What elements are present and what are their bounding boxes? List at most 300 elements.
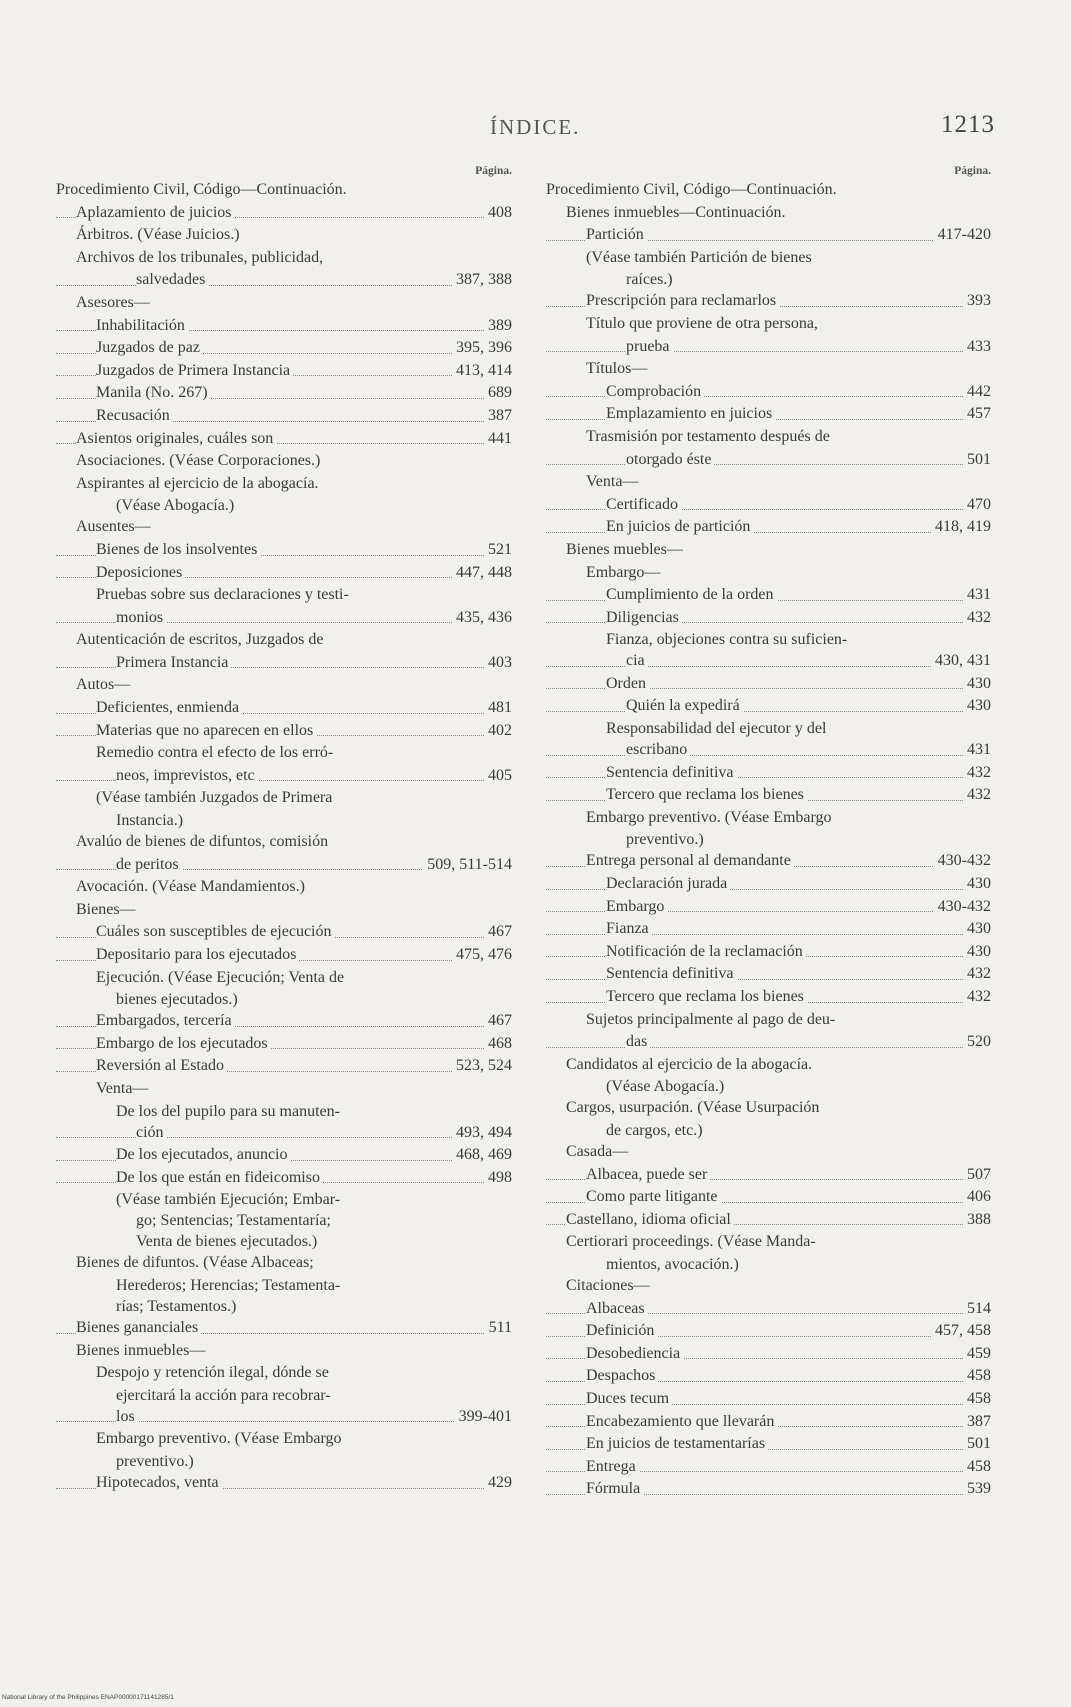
- index-entry: [56, 539, 512, 562]
- entry-page-ref: 433: [963, 336, 991, 359]
- entry-text: (Véase también Juzgados de Primera: [96, 789, 335, 806]
- index-entry: [546, 1120, 991, 1141]
- entry-page-ref: 432: [963, 963, 991, 986]
- index-entry: [56, 674, 512, 697]
- index-entry: [56, 1472, 512, 1495]
- entry-text: Títulos—: [586, 360, 650, 377]
- entry-text: Venta—: [586, 473, 641, 490]
- entry-page-ref: 406: [963, 1186, 991, 1209]
- entry-text: Albaceas: [586, 1300, 648, 1317]
- entry-text: Aplazamiento de juicios: [76, 204, 235, 221]
- entry-page-ref: 441: [484, 428, 512, 451]
- index-entry: [546, 1365, 991, 1388]
- index-entry: [546, 1031, 991, 1054]
- index-entry: [546, 539, 991, 562]
- index-entry: [56, 1033, 512, 1056]
- index-entry: [546, 873, 991, 896]
- entry-text: neos, imprevistos, etc: [116, 767, 258, 784]
- index-entry: [56, 224, 512, 247]
- index-entry: [56, 1275, 512, 1296]
- page-column-label: Página.: [475, 165, 512, 177]
- entry-text: Entrega: [586, 1458, 639, 1475]
- index-entry: [56, 382, 512, 405]
- entry-text: Procedimiento Civil, Código—Continuación.: [56, 181, 350, 198]
- entry-text: Sentencia definitiva: [606, 965, 737, 982]
- index-entry: [546, 829, 991, 850]
- entry-text: Castellano, idioma oficial: [566, 1211, 734, 1228]
- index-entry: [56, 854, 512, 877]
- index-entry: [56, 1189, 512, 1210]
- index-entry: [546, 1231, 991, 1254]
- entry-text: En juicios de partición: [606, 518, 753, 535]
- index-entry: [546, 313, 991, 336]
- entry-page-ref: 430: [963, 673, 991, 696]
- entry-text: ejercitará la acción para recobrar-: [116, 1387, 334, 1404]
- index-entry: [546, 247, 991, 270]
- index-entry: [56, 315, 512, 338]
- entry-text: Juzgados de Primera Instancia: [96, 362, 293, 379]
- entry-text: cia: [626, 652, 648, 669]
- index-entry: [546, 336, 991, 359]
- entry-text: Emplazamiento en juicios: [606, 405, 775, 422]
- entry-text: Embargo preventivo. (Véase Embargo: [96, 1430, 345, 1447]
- entry-page-ref: 689: [484, 382, 512, 405]
- index-entry: [56, 450, 512, 473]
- entry-page-ref: 511: [485, 1317, 512, 1340]
- entry-text: Trasmisión por testamento después de: [586, 428, 833, 445]
- entry-text: Tercero que reclama los bienes: [606, 786, 807, 803]
- entry-page-ref: 408: [484, 202, 512, 225]
- entry-text: (Véase también Ejecución; Embar-: [116, 1191, 343, 1208]
- index-entry: [56, 899, 512, 922]
- entry-text: Bienes de los insolventes: [96, 541, 260, 558]
- index-entry: [56, 944, 512, 967]
- footer-credit: National Library of the Philippines ENAP00000171141285/1: [2, 1694, 174, 1701]
- entry-page-ref: 467: [484, 1010, 512, 1033]
- entry-text: salvedades: [136, 271, 208, 288]
- index-entry: [546, 739, 991, 762]
- entry-page-ref: 539: [963, 1478, 991, 1501]
- entry-page-ref: 387: [484, 405, 512, 428]
- entry-text: otorgado éste: [626, 451, 714, 468]
- entry-text: Orden: [606, 675, 649, 692]
- index-entry: [56, 1451, 512, 1472]
- index-entry: [56, 967, 512, 990]
- index-entry: [546, 718, 991, 739]
- entry-page-ref: 430: [963, 918, 991, 941]
- index-entry: [56, 1210, 512, 1231]
- entry-text: preventivo.): [116, 1453, 197, 1470]
- index-entry: [546, 807, 991, 830]
- entry-text: Citaciones—: [566, 1277, 653, 1294]
- entry-text: bienes ejecutados.): [116, 991, 241, 1008]
- entry-text: Procedimiento Civil, Código—Continuación.: [546, 181, 840, 198]
- entry-text: Embargo: [606, 898, 667, 915]
- entry-text: Responsabilidad del ejecutor y del: [606, 720, 829, 737]
- index-entry: [56, 629, 512, 652]
- index-entry: [56, 1010, 512, 1033]
- entry-text: (Véase también Partición de bienes: [586, 249, 815, 266]
- entry-text: Autenticación de escritos, Juzgados de: [76, 631, 326, 648]
- index-entry: [546, 202, 991, 225]
- entry-text: Cuáles son susceptibles de ejecución: [96, 923, 335, 940]
- index-entry: [546, 269, 991, 290]
- index-entry: [56, 1144, 512, 1167]
- entry-text: prueba: [626, 338, 673, 355]
- index-entry: [56, 921, 512, 944]
- entry-text: mientos, avocación.): [606, 1256, 742, 1273]
- entry-text: Cargos, usurpación. (Véase Usurpación: [566, 1099, 822, 1116]
- index-entry: [56, 831, 512, 854]
- index-entry: [56, 1406, 512, 1429]
- entry-page-ref: 458: [963, 1456, 991, 1479]
- index-entry: [546, 179, 991, 202]
- entry-page-ref: 402: [484, 720, 512, 743]
- index-entry: [546, 1275, 991, 1298]
- index-entry: [56, 495, 512, 516]
- index-entry: [546, 1388, 991, 1411]
- entry-text: Fianza, objeciones contra su suficien-: [606, 631, 850, 648]
- index-entry: [56, 584, 512, 607]
- index-entry: [56, 697, 512, 720]
- index-entry: [546, 1141, 991, 1164]
- index-entry: [546, 1456, 991, 1479]
- entry-page-ref: 430: [963, 873, 991, 896]
- index-entry: [56, 1317, 512, 1340]
- entry-page-ref: 493, 494: [452, 1122, 512, 1145]
- entry-page-ref: 387: [963, 1411, 991, 1434]
- index-entry: [546, 403, 991, 426]
- index-entry: [56, 337, 512, 360]
- entry-page-ref: 481: [484, 697, 512, 720]
- entry-page-ref: 388: [963, 1209, 991, 1232]
- entry-text: Árbitros. (Véase Juicios.): [76, 226, 243, 243]
- index-entry: [56, 1078, 512, 1101]
- index-entry: [546, 1320, 991, 1343]
- entry-text: De los del pupilo para su manuten-: [116, 1103, 343, 1120]
- entry-text: Albacea, puede ser: [586, 1166, 710, 1183]
- index-entry: [546, 695, 991, 718]
- entry-text: Remedio contra el efecto de los erró-: [96, 744, 336, 761]
- entry-page-ref: 501: [963, 449, 991, 472]
- entry-text: Materias que no aparecen en ellos: [96, 722, 316, 739]
- entry-text: Ejecución. (Véase Ejecución; Venta de: [96, 969, 347, 986]
- entry-text: Hipotecados, venta: [96, 1474, 222, 1491]
- entry-text: Embargo—: [586, 564, 663, 581]
- entry-text: Encabezamiento que llevarán: [586, 1413, 777, 1430]
- entry-text: Fórmula: [586, 1480, 643, 1497]
- index-entry: [56, 360, 512, 383]
- index-entry: [546, 941, 991, 964]
- index-entry: [546, 516, 991, 539]
- entry-text: Depositario para los ejecutados: [96, 946, 299, 963]
- entry-text: Cumplimiento de la orden: [606, 586, 777, 603]
- index-entry: [546, 629, 991, 650]
- index-entry: [56, 1252, 512, 1275]
- entry-text: Ausentes—: [76, 518, 154, 535]
- entry-text: Embargo de los ejecutados: [96, 1035, 271, 1052]
- index-entry: [546, 1186, 991, 1209]
- entry-page-ref: 442: [963, 381, 991, 404]
- index-entry: [546, 494, 991, 517]
- entry-text: Certificado: [606, 496, 681, 513]
- entry-page-ref: 430: [963, 941, 991, 964]
- page-column-label: Página.: [954, 165, 991, 177]
- entry-text: De los que están en fideicomiso: [116, 1169, 323, 1186]
- entry-page-ref: 468: [484, 1033, 512, 1056]
- entry-page-ref: 458: [963, 1388, 991, 1411]
- entry-text: Archivos de los tribunales, publicidad,: [76, 249, 326, 266]
- index-entry: [56, 787, 512, 810]
- index-entry: [546, 607, 991, 630]
- index-entry: [56, 1428, 512, 1451]
- entry-text: Sentencia definitiva: [606, 764, 737, 781]
- index-entry: [56, 247, 512, 270]
- index-entry: [56, 179, 512, 202]
- index-entry: [56, 1167, 512, 1190]
- entry-text: Como parte litigante: [586, 1188, 721, 1205]
- entry-text: Avocación. (Véase Mandamientos.): [76, 878, 308, 895]
- entry-text: De los ejecutados, anuncio: [116, 1146, 291, 1163]
- index-entry: [546, 1054, 991, 1077]
- index-entry: [546, 1411, 991, 1434]
- entry-page-ref: 459: [963, 1343, 991, 1366]
- entry-text: Embargados, tercería: [96, 1012, 235, 1029]
- entry-text: Despojo y retención ilegal, dónde se: [96, 1364, 332, 1381]
- index-entry: [546, 381, 991, 404]
- entry-text: Reversión al Estado: [96, 1057, 227, 1074]
- entry-text: Diligencias: [606, 609, 682, 626]
- entry-page-ref: 520: [963, 1031, 991, 1054]
- index-entry: [56, 720, 512, 743]
- entry-page-ref: 468, 469: [452, 1144, 512, 1167]
- index-entry: [56, 810, 512, 831]
- entry-text: En juicios de testamentarías: [586, 1435, 768, 1452]
- entry-text: Venta—: [96, 1080, 151, 1097]
- entry-text: los: [116, 1408, 138, 1425]
- index-entry: [56, 269, 512, 292]
- entry-page-ref: 432: [963, 784, 991, 807]
- entry-page-ref: 432: [963, 986, 991, 1009]
- entry-text: Asientos originales, cuáles son: [76, 430, 276, 447]
- entry-text: Quién la expedirá: [626, 697, 743, 714]
- entry-page-ref: 399-401: [455, 1406, 512, 1429]
- index-entry: [546, 1433, 991, 1456]
- entry-text: Manila (No. 267): [96, 384, 211, 401]
- entry-page-ref: 501: [963, 1433, 991, 1456]
- entry-text: de cargos, etc.): [606, 1122, 706, 1139]
- entry-page-ref: 507: [963, 1164, 991, 1187]
- entry-page-ref: 435, 436: [452, 607, 512, 630]
- entry-text: Juzgados de paz: [96, 339, 203, 356]
- entry-page-ref: 393: [963, 290, 991, 313]
- entry-text: Sujetos principalmente al pago de deu-: [586, 1011, 838, 1028]
- entry-text: Instancia.): [116, 812, 186, 829]
- entry-page-ref: 395, 396: [452, 337, 512, 360]
- index-entry: [546, 471, 991, 494]
- entry-page-ref: 457, 458: [931, 1320, 991, 1343]
- entry-page-ref: 514: [963, 1298, 991, 1321]
- running-title: ÍNDICE.: [490, 115, 581, 139]
- entry-page-ref: 432: [963, 762, 991, 785]
- entry-page-ref: 498: [484, 1167, 512, 1190]
- entry-page-ref: 523, 524: [452, 1055, 512, 1078]
- entry-page-ref: 431: [963, 584, 991, 607]
- entry-text: escribano: [626, 741, 690, 758]
- entry-text: Autos—: [76, 676, 133, 693]
- index-entry: [546, 1164, 991, 1187]
- index-entry: [56, 989, 512, 1010]
- entry-page-ref: 405: [484, 765, 512, 788]
- entry-text: Prescripción para reclamarlos: [586, 292, 779, 309]
- entry-text: Certiorari proceedings. (Véase Manda-: [566, 1233, 819, 1250]
- index-entry: [546, 562, 991, 585]
- entry-page-ref: 467: [484, 921, 512, 944]
- entry-page-ref: 509, 511-514: [423, 854, 512, 877]
- index-entry: [56, 1296, 512, 1317]
- entry-page-ref: 387, 388: [452, 269, 512, 292]
- entry-page-ref: 447, 448: [452, 562, 512, 585]
- entry-text: Venta de bienes ejecutados.): [136, 1233, 320, 1250]
- entry-text: raíces.): [626, 271, 676, 288]
- entry-text: Fianza: [606, 920, 652, 937]
- index-entry: [546, 896, 991, 919]
- index-entry: [546, 1097, 991, 1120]
- index-entry: [546, 1298, 991, 1321]
- entry-text: Inhabilitación: [96, 317, 188, 334]
- entry-page-ref: 403: [484, 652, 512, 675]
- index-entry: [546, 762, 991, 785]
- entry-text: Comprobación: [606, 383, 704, 400]
- entry-text: Asesores—: [76, 294, 153, 311]
- page-number: 1213: [941, 111, 995, 138]
- index-entry: [56, 516, 512, 539]
- entry-page-ref: 429: [484, 1472, 512, 1495]
- entry-text: Bienes—: [76, 901, 139, 918]
- entry-text: Bienes de difuntos. (Véase Albaceas;: [76, 1254, 317, 1271]
- index-entry: [546, 1009, 991, 1032]
- entry-page-ref: 458: [963, 1365, 991, 1388]
- entry-page-ref: 475, 476: [452, 944, 512, 967]
- index-entry: [56, 765, 512, 788]
- entry-text: preventivo.): [626, 831, 707, 848]
- entry-text: ción: [136, 1124, 167, 1141]
- entry-text: Casada—: [566, 1143, 631, 1160]
- entry-page-ref: 430-432: [934, 896, 991, 919]
- index-entry: [546, 650, 991, 673]
- index-entry: [546, 1254, 991, 1275]
- entry-page-ref: 457: [963, 403, 991, 426]
- entry-text: (Véase Abogacía.): [116, 497, 237, 514]
- entry-text: das: [626, 1033, 650, 1050]
- entry-text: Candidatos al ejercicio de la abogacía.: [566, 1056, 815, 1073]
- index-entry: [546, 224, 991, 247]
- entry-text: rías; Testamentos.): [116, 1298, 239, 1315]
- index-column-left: [56, 164, 512, 1495]
- index-entry: [56, 1101, 512, 1122]
- entry-text: Duces tecum: [586, 1390, 672, 1407]
- entry-page-ref: 417-420: [934, 224, 991, 247]
- entry-text: Tercero que reclama los bienes: [606, 988, 807, 1005]
- entry-page-ref: 430, 431: [931, 650, 991, 673]
- index-entry: [56, 1055, 512, 1078]
- index-entry: [56, 562, 512, 585]
- index-entry: [56, 742, 512, 765]
- entry-text: Primera Instancia: [116, 654, 231, 671]
- index-entry: [546, 784, 991, 807]
- entry-text: Bienes muebles—: [566, 541, 686, 558]
- entry-page-ref: 432: [963, 607, 991, 630]
- entry-text: Declaración jurada: [606, 875, 730, 892]
- index-entry: [56, 202, 512, 225]
- entry-text: Título que proviene de otra persona,: [586, 315, 821, 332]
- entry-text: Despachos: [586, 1367, 658, 1384]
- entry-text: monios: [116, 609, 166, 626]
- entry-text: Asociaciones. (Véase Corporaciones.): [76, 452, 323, 469]
- entry-page-ref: 431: [963, 739, 991, 762]
- entry-text: Pruebas sobre sus declaraciones y testi-: [96, 586, 352, 603]
- entry-text: Deposiciones: [96, 564, 185, 581]
- index-entry: [56, 1385, 512, 1406]
- entry-text: Herederos; Herencias; Testamenta-: [116, 1277, 343, 1294]
- index-entry: [546, 963, 991, 986]
- entry-text: Definición: [586, 1322, 657, 1339]
- entry-text: Aspirantes al ejercicio de la abogacía.: [76, 475, 322, 492]
- index-entry: [546, 850, 991, 873]
- entry-page-ref: 470: [963, 494, 991, 517]
- index-entry: [546, 1343, 991, 1366]
- entry-text: Avalúo de bienes de difuntos, comisión: [76, 833, 331, 850]
- index-entry: [546, 584, 991, 607]
- index-entry: [56, 876, 512, 899]
- page-header: [0, 111, 1071, 145]
- index-entry: [56, 1122, 512, 1145]
- index-entry: [56, 292, 512, 315]
- index-entry: [56, 1340, 512, 1363]
- index-entry: [56, 1362, 512, 1385]
- entry-text: Desobediencia: [586, 1345, 683, 1362]
- entry-text: Notificación de la reclamación: [606, 943, 806, 960]
- entry-text: Bienes gananciales: [76, 1319, 201, 1336]
- index-entry: [546, 358, 991, 381]
- index-entry: [546, 1209, 991, 1232]
- index-entry: [546, 426, 991, 449]
- entry-page-ref: 430: [963, 695, 991, 718]
- entry-page-ref: 430-432: [934, 850, 991, 873]
- index-entry: [56, 1231, 512, 1252]
- index-entry: [56, 428, 512, 451]
- entry-text: Bienes inmuebles—: [76, 1342, 208, 1359]
- index-entry: [56, 473, 512, 496]
- entry-text: Partición: [586, 226, 647, 243]
- entry-page-ref: 389: [484, 315, 512, 338]
- entry-text: Recusación: [96, 407, 173, 424]
- entry-text: Embargo preventivo. (Véase Embargo: [586, 809, 835, 826]
- index-entry: [546, 986, 991, 1009]
- entry-page-ref: 413, 414: [452, 360, 512, 383]
- index-entry: [546, 1076, 991, 1097]
- index-entry: [546, 449, 991, 472]
- entry-text: de peritos: [116, 856, 182, 873]
- entry-text: go; Sentencias; Testamentaría;: [136, 1212, 334, 1229]
- index-entry: [546, 1478, 991, 1501]
- index-column-right: [546, 164, 991, 1501]
- index-entry: [546, 673, 991, 696]
- entry-page-ref: 521: [484, 539, 512, 562]
- entry-text: Entrega personal al demandante: [586, 852, 794, 869]
- index-entry: [56, 652, 512, 675]
- entry-page-ref: 418, 419: [931, 516, 991, 539]
